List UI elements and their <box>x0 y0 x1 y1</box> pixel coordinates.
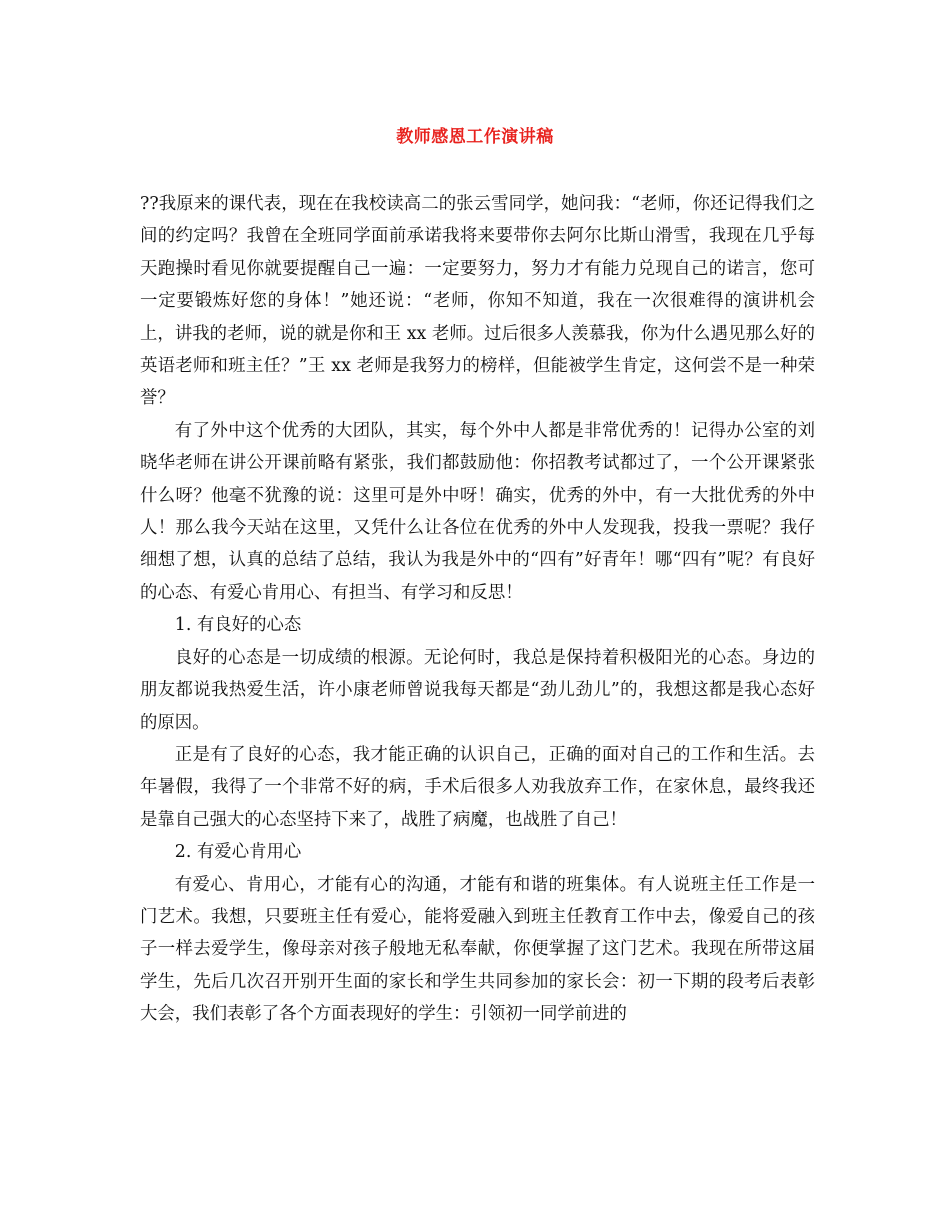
document-body <box>140 188 815 1031</box>
section-heading-1: 1. 有良好的心态 <box>174 615 302 636</box>
paragraph-intro: ??我原来的课代表，现在在我校读高二的张云雪同学，她问我：“老师，你还记得我们之间的约定吗？我曾在全班同学面前承诺我将来要带你去阿尔比斯山滑雪，我现在几乎每天跑操时看见你就要提醒自己一遍：一定要努力，努力才有能力兑现自己的诺言，您可一定要锻炼好您的身体！”她还说：“老师，你知不知道，我在一次很难得的演讲机会上，讲我的老师，说的就是你和王 xx 老师。过后很多人羡慕我，你为什么遇见那么好的英语老师和班主任？”王 xx 老师是我努力的榜样，但能被学生肯定，这何尝不是一种荣誉？ <box>140 194 815 409</box>
document-title: 教师感恩工作演讲稿 <box>396 127 554 147</box>
section-heading-2: 2. 有爱心肯用心 <box>174 842 302 863</box>
paragraph-love: 有爱心、肯用心，才能有心的沟通，才能有和谐的班集体。有人说班主任工作是一门艺术。我想，只要班主任有爱心，能将爱融入到班主任教育工作中去，像爱自己的孩子一样去爱学生，像母亲对孩子般地无私奉献，你便掌握了这门艺术。我现在所带这届学生，先后几次召开别开生面的家长和学生共同参加的家长会：初一下期的段考后表彰大会，我们表彰了各个方面表现好的学生：引领初一同学前进的 <box>140 874 815 1025</box>
paragraph-attitude: 良好的心态是一切成绩的根源。无论何时，我总是保持着积极阳光的心态。身边的朋友都说我热爱生活，许小康老师曾说我每天都是“劲儿劲儿”的，我想这都是我心态好的原因。 <box>140 647 815 733</box>
paragraph-team: 有了外中这个优秀的大团队，其实，每个外中人都是非常优秀的！记得办公室的刘晓华老师在讲公开课前略有紧张，我们都鼓励他：你招教考试都过了，一个公开课紧张什么呀？他毫不犹豫的说：这里可是外中呀！确实，优秀的外中，有一大批优秀的外中人！那么我今天站在这里，又凭什么让各位在优秀的外中人发现我，投我一票呢？我仔细想了想，认真的总结了总结，我认为我是外中的“四有”好青年！哪“四有”呢？有良好的心态、有爱心肯用心、有担当、有学习和反思！ <box>140 420 815 603</box>
paragraph-attitude-2: 正是有了良好的心态，我才能正确的认识自己，正确的面对自己的工作和生活。去年暑假，我得了一个非常不好的病，手术后很多人劝我放弃工作，在家休息，最终我还是靠自己强大的心态坚持下来了，战胜了病魔，也战胜了自己！ <box>140 744 815 830</box>
